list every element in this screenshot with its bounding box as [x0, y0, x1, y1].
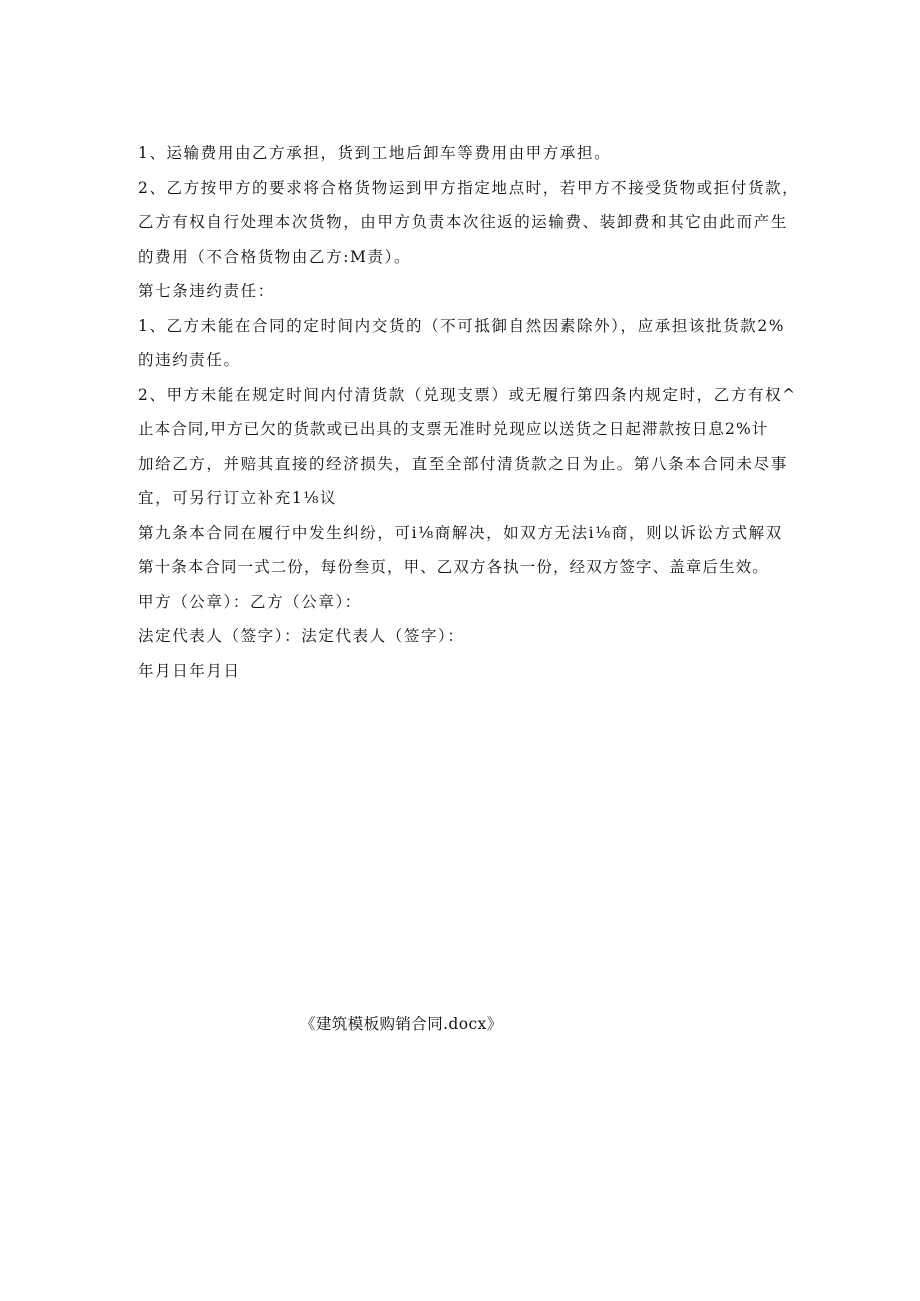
document-filename: 《建筑模板购销合同.docx》 [300, 1015, 503, 1033]
liability-buyer-line-1: 2、甲方未能在规定时间内付清货款（兑现支票）或无履行第四条内规定时，乙方有权^ [138, 385, 797, 404]
clause-delivery-line-3: 的费用（不合格货物由乙方:M责）。 [138, 247, 412, 266]
seal-line: 甲方（公章）：乙方（公章）： [138, 592, 362, 611]
signature-line: 法定代表人（签字）：法定代表人（签字）： [138, 627, 465, 645]
date-line: 年月日年月日 [138, 661, 241, 680]
liability-buyer-line-2: 止本合同,甲方已欠的货款或已出具的支票无准时兑现应以送货之日起滞款按日息2%计 [138, 420, 769, 438]
clause-delivery-line-2: 乙方有权自行处理本次货物，由甲方负责本次往返的运输费、装卸费和其它由此而产生 [138, 213, 788, 231]
liability-seller-line-2: 的违约责任。 [138, 351, 241, 369]
contract-body [138, 136, 798, 688]
article-7-heading: 第七条违约责任： [138, 282, 275, 300]
liability-seller-line-1: 1、乙方未能在合同的定时间内交货的（不可抵御自然因素除外），应承担该批货款2% [138, 316, 786, 335]
clause-delivery-line-1: 2、乙方按甲方的要求将合格货物运到甲方指定地点时，若甲方不接受货物或拒付货款， [138, 178, 800, 197]
liability-buyer-line-3: 加给乙方，并赔其直接的经济损失，直至全部付清货款之日为止。第八条本合同未尽事 [138, 454, 788, 473]
article-8-line: 宜，可另行订立补充1⅛议 [138, 489, 338, 507]
article-10-line: 第十条本合同一式二份，每份叁页，甲、乙双方各执一份，经双方签字、盖章后生效。 [138, 558, 769, 576]
article-9-line: 第九条本合同在履行中发生纠纷，可i⅛商解决，如双方无法i⅛商，则以诉讼方式解双 [138, 523, 783, 542]
clause-transport-cost: 1、运输费用由乙方承担，货到工地后卸车等费用由甲方承担。 [138, 144, 612, 162]
